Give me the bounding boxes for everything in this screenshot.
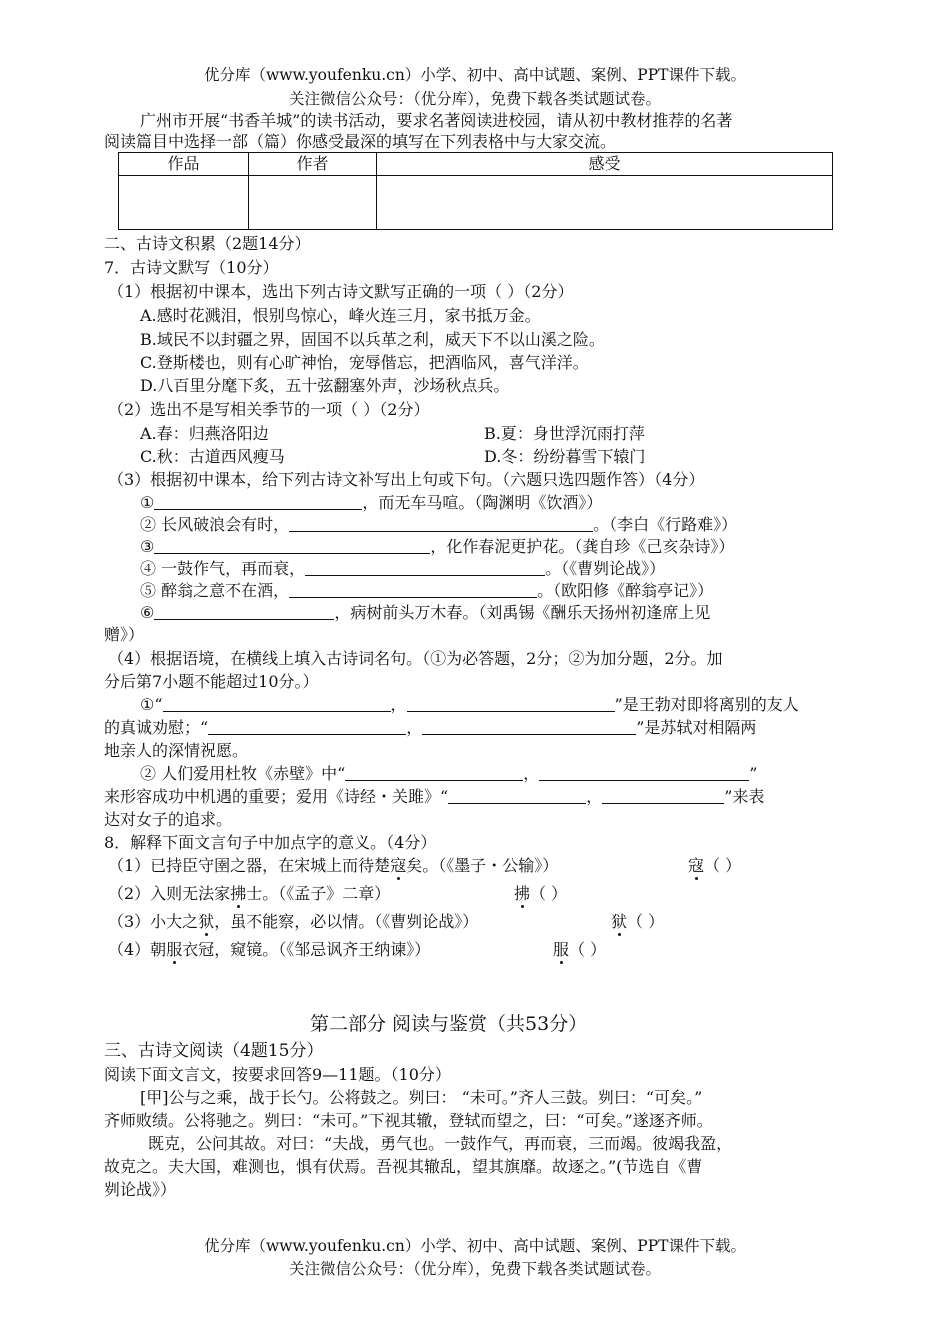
table-cell-feeling[interactable]	[377, 176, 833, 230]
q8-item-4: （4）朝服衣冠，窥镜。（《邹忌讽齐王纳谏》）	[108, 940, 431, 959]
q8-item-4-answer[interactable]: 服（ ）	[553, 940, 607, 959]
question-8-title: 8．解释下面文言句子中加点字的意义。（4分）	[104, 833, 437, 852]
answer-blank[interactable]	[602, 787, 724, 804]
q7-3-item-3: ③ ，化作春泥更护花。（龚自珍《己亥杂诗》）	[140, 537, 735, 556]
q8-item-3-answer[interactable]: 狱（ ）	[611, 912, 665, 931]
question-7-title: 7．古诗文默写（10分）	[104, 258, 279, 277]
q7-4-part2-line2: 来形容成功中机遇的重要；爱用《诗经・关雎》“ ， ”来表	[104, 787, 765, 806]
passage-line-2: 齐师败绩。公将驰之。刿曰：“未可。”下视其辙，登轼而望之，曰：“可矣。”遂逐齐师。	[104, 1111, 713, 1130]
passage-line-3: 既克，公问其故。对曰：“夫战，勇气也。一鼓作气，再而衰，三而竭。彼竭我盈，	[148, 1134, 733, 1153]
q7-3-item-5: ⑤ 醉翁之意不在酒， 。（欧阳修《醉翁亭记》）	[140, 581, 714, 600]
answer-blank[interactable]	[407, 695, 615, 712]
section-2-title: 二、古诗文积累（2题14分）	[104, 234, 311, 253]
passage-line-1: [甲]公与之乘，战于长勺。公将鼓之。刿曰： “未可。”齐人三鼓。刿曰：“可矣。”	[140, 1088, 703, 1107]
header-line-1: 优分库（www.youfenku.cn）小学、初中、高中试题、案例、PPT课件下载。	[203, 66, 747, 84]
section-3-title: 三、古诗文阅读（4题15分）	[104, 1041, 324, 1061]
table-cell-author[interactable]	[249, 176, 377, 230]
q7-4-stem-1: （4）根据语境，在横线上填入古诗词名句。（①为必答题，2分；②为加分题，2分。加	[108, 649, 723, 668]
q7-3-item-1: ① ，而无车马喧。（陶渊明《饮酒》）	[140, 493, 603, 512]
answer-blank[interactable]	[539, 764, 749, 781]
answer-blank[interactable]	[154, 603, 334, 620]
q7-4-part2-line3: 达对女子的追求。	[104, 810, 233, 829]
intro-line-1: 广州市开展“书香羊城”的读书活动，要求名著阅读进校园，请从初中教材推荐的名著	[140, 111, 733, 130]
q8-item-2: （2）入则无法家拂士。（《孟子》二章）	[108, 884, 391, 903]
answer-blank[interactable]	[154, 493, 362, 510]
table-header-author: 作者	[249, 153, 377, 176]
table-header-work: 作品	[119, 153, 249, 176]
reading-table	[118, 152, 833, 230]
q7-3-item-4: ④ 一鼓作气，再而衰， 。（《曹刿论战》）	[140, 559, 666, 578]
q7-4-part2-line1: ② 人们爱用杜牧《赤壁》中“ ， ”	[140, 764, 758, 783]
q8-item-1-answer[interactable]: 寇（ ）	[688, 856, 742, 875]
answer-blank[interactable]	[448, 787, 586, 804]
q7-2-option-b: B.夏：身世浮沉雨打萍	[484, 424, 645, 443]
q7-3-item-6-cont: 赠》）	[104, 625, 145, 644]
q8-item-1: （1）已持臣守圉之器，在宋城上而待楚寇矣。（《墨子・公输》）	[108, 856, 559, 875]
answer-blank[interactable]	[289, 515, 593, 532]
q7-2-option-d: D.冬：纷纷暮雪下辕门	[484, 447, 646, 466]
q7-2-option-a: A.春：归燕洛阳边	[140, 424, 269, 443]
q7-1-option-b: B.域民不以封疆之界，固国不以兵革之利，威天下不以山溪之险。	[140, 330, 605, 349]
q7-1-option-a: A.感时花溅泪，恨别鸟惊心，峰火连三月，家书抵万金。	[140, 306, 541, 325]
part-2-title: 第二部分 阅读与鉴赏（共53分）	[310, 1013, 588, 1035]
answer-blank[interactable]	[422, 718, 636, 735]
answer-blank[interactable]	[345, 764, 523, 781]
q7-3-item-2: ② 长风破浪会有时， 。（李白《行路难》）	[140, 515, 738, 534]
answer-blank[interactable]	[305, 559, 545, 576]
q7-2-option-c: C.秋：古道西风瘦马	[140, 447, 285, 466]
answer-blank[interactable]	[163, 695, 391, 712]
q7-4-part1-line3: 地亲人的深情祝愿。	[104, 741, 249, 760]
q7-1-stem: （1）根据初中课本，选出下列古诗文默写正确的一项（ ）（2分）	[108, 282, 574, 301]
footer-line-2: 关注微信公众号：（优分库），免费下载各类试题试卷。	[288, 1260, 661, 1278]
q8-item-2-answer[interactable]: 拂（ ）	[514, 884, 568, 903]
q7-4-part1-line2: 的真诚劝慰；“ ， ”是苏轼对相隔两	[104, 718, 757, 737]
q7-3-item-6: ⑥ ，病树前头万木春。（刘禹锡《酬乐天扬州初逢席上见	[140, 603, 711, 622]
q7-4-part1-line1: ①“ ， ”是王勃对即将离别的友人	[140, 695, 799, 714]
passage-line-5: 刿论战》）	[104, 1180, 177, 1199]
table-cell-work[interactable]	[119, 176, 249, 230]
header-line-2: 关注微信公众号：（优分库），免费下载各类试题试卷。	[288, 90, 661, 108]
reading-instruction: 阅读下面文言文，按要求回答9—11题。（10分）	[104, 1065, 451, 1084]
footer-line-1: 优分库（www.youfenku.cn）小学、初中、高中试题、案例、PPT课件下载。	[203, 1237, 747, 1255]
q7-4-stem-2: 分后第7小题不能超过10分。）	[104, 672, 319, 691]
q7-1-option-c: C.登斯楼也，则有心旷神怡，宠辱偕忘，把酒临风，喜气洋洋。	[140, 353, 589, 372]
passage-line-4: 故克之。夫大国，难测也，惧有伏焉。吾视其辙乱，望其旗靡。故逐之。”(节选自《曹	[104, 1157, 703, 1176]
q7-3-stem: （3）根据初中课本，给下列古诗文补写出上句或下句。（六题只选四题作答）（4分）	[108, 470, 705, 489]
q8-item-3: （3）小大之狱，虽不能察，必以情。（《曹刿论战》）	[108, 912, 479, 931]
q7-2-stem: （2）选出不是写相关季节的一项（ ）（2分）	[108, 400, 430, 419]
answer-blank[interactable]	[208, 718, 406, 735]
q7-1-option-d: D.八百里分麾下炙，五十弦翻塞外声，沙场秋点兵。	[140, 376, 510, 395]
answer-blank[interactable]	[289, 581, 537, 598]
table-header-feeling: 感受	[377, 153, 833, 176]
answer-blank[interactable]	[154, 537, 430, 554]
intro-line-2: 阅读篇目中选择一部（篇）你感受最深的填写在下列表格中与大家交流。	[104, 132, 617, 151]
